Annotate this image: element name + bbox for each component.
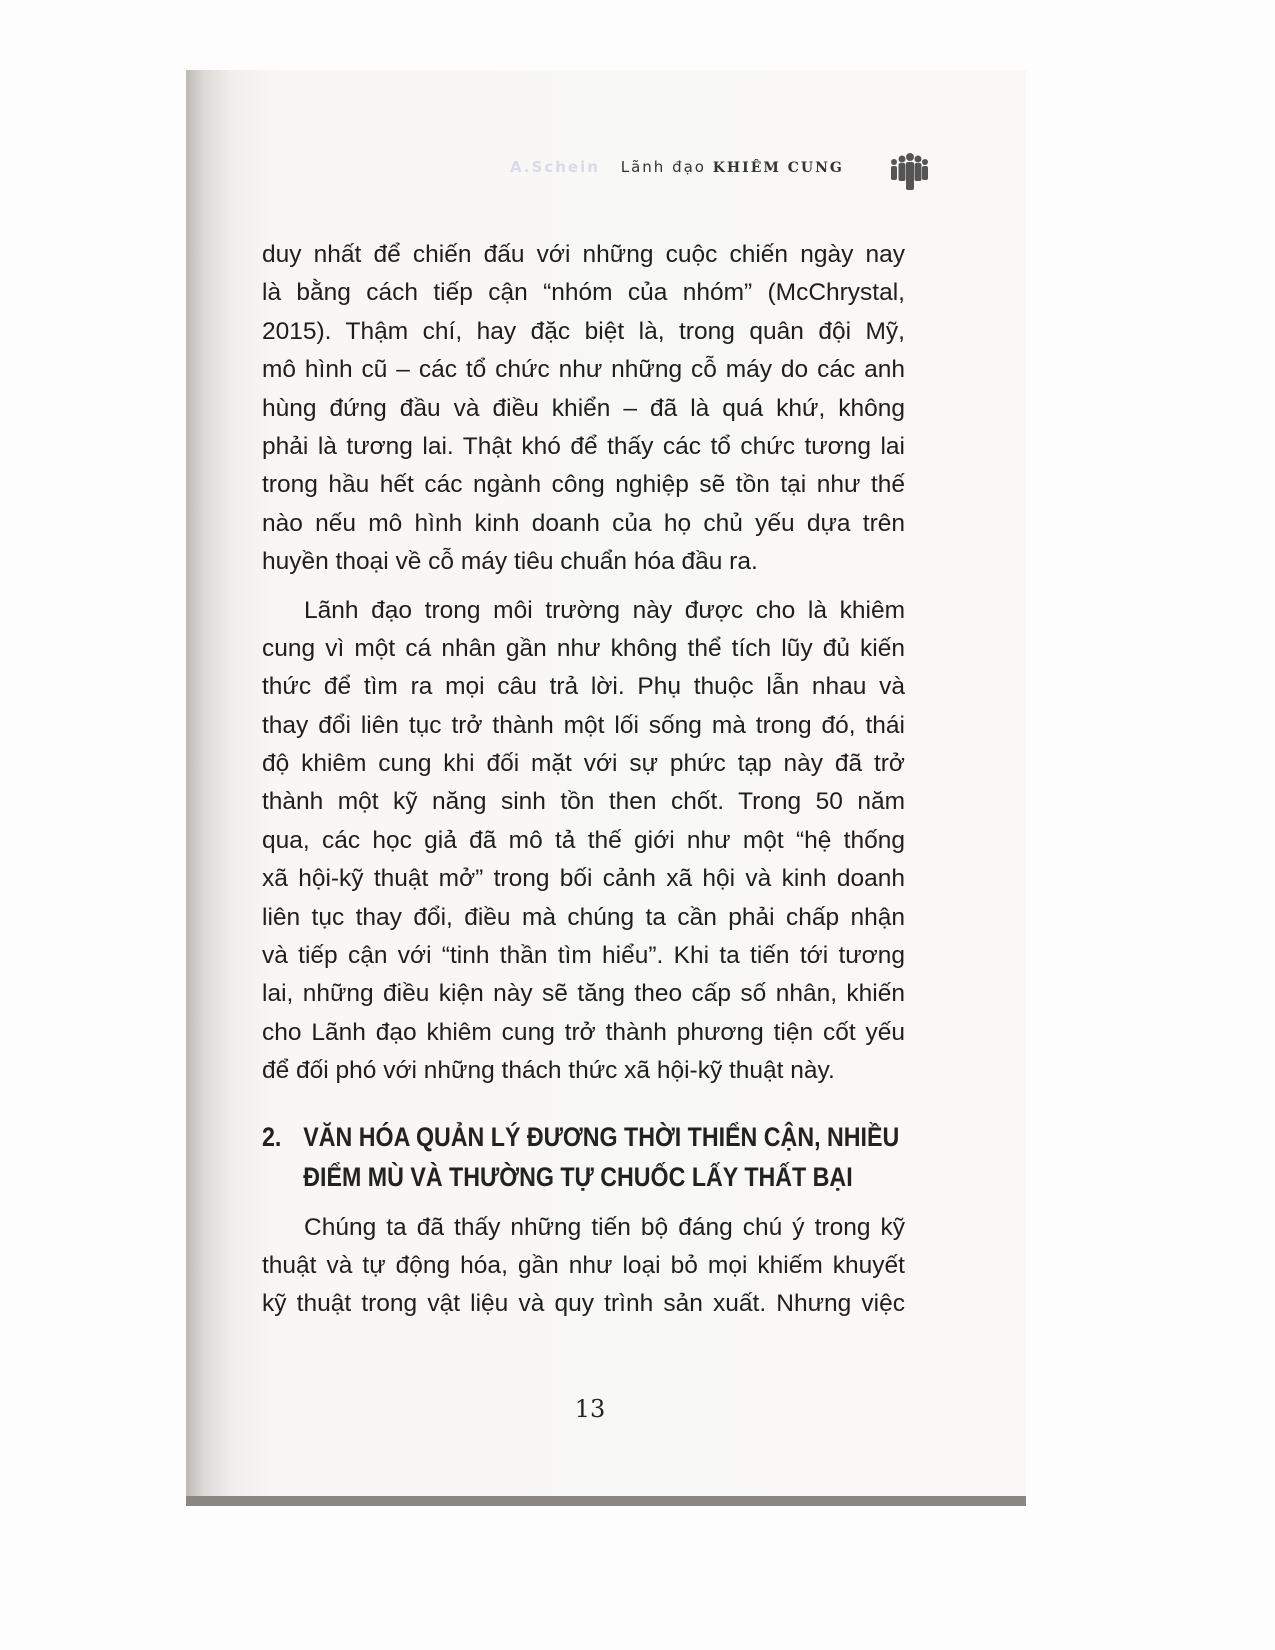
- text-line: cung vì một cá nhân gần như không thể tích lũy đủ kiến: [262, 634, 905, 662]
- header-title-prefix: Lãnh đạo: [620, 158, 706, 176]
- section-number: 2.: [262, 1121, 282, 1152]
- text-line: cho Lãnh đạo khiêm cung trở thành phương tiện cốt yếu: [262, 1018, 905, 1046]
- running-header: [510, 158, 844, 176]
- text-line: nào nếu mô hình kinh doanh của họ chủ yếu dựa trên: [262, 509, 905, 537]
- text-line: và tiếp cận với “tinh thần tìm hiểu”. Khi ta tiến tới tương: [262, 942, 905, 970]
- text-line: mô hình cũ – các tổ chức như những cỗ máy do các anh: [262, 356, 905, 384]
- paragraph-3: [262, 1209, 905, 1324]
- text-line: Chúng ta đã thấy những tiến bộ đáng chú ý trong kỹ: [304, 1213, 905, 1241]
- text-line: duy nhất để chiến đấu với những cuộc chiến ngày nay: [262, 241, 905, 268]
- text-line: kỹ thuật trong vật liệu và quy trình sản xuất. Nhưng việc: [262, 1290, 905, 1318]
- text-line: hùng đứng đầu và điều khiển – đã là quá khứ, không: [262, 394, 905, 422]
- text-line: liên tục thay đổi, điều mà chúng ta cần phải chấp nhận: [262, 903, 905, 931]
- text-line: là bằng cách tiếp cận “nhóm của nhóm” (McChrystal,: [262, 279, 905, 307]
- paragraph-1: [262, 236, 905, 582]
- text-line: lai, những điều kiện này sẽ tăng theo cấp số nhân, khiến: [262, 980, 905, 1008]
- section-title-line-2: ĐIỂM MÙ VÀ THƯỜNG TỰ CHUỐC LẤY THẤT BẠI: [303, 1161, 853, 1192]
- text-line: phải là tương lai. Thật khó để thấy các tổ chức tương lai: [262, 432, 905, 460]
- bleed-through-author: A.Schein: [510, 158, 600, 176]
- header-title-main: KHIÊM CUNG: [712, 160, 844, 176]
- text-line: thức để tìm ra mọi câu trả lời. Phụ thuộc lẫn nhau và: [262, 673, 905, 701]
- text-line: độ khiêm cung khi đối mặt với sự phức tạp này đã trở: [262, 750, 905, 778]
- body-text: [262, 236, 905, 1324]
- page-number: 13: [574, 1395, 606, 1423]
- text-line: huyền thoại về cỗ máy tiêu chuẩn hóa đầu ra.: [262, 548, 758, 576]
- text-line: 2015). Thậm chí, hay đặc biệt là, trong quân đội Mỹ,: [262, 317, 905, 345]
- text-line: thay đổi liên tục trở thành một lối sống mà trong đó, thái: [262, 711, 905, 739]
- people-group-icon: [886, 150, 930, 194]
- text-line: thành một kỹ năng sinh tồn then chốt. Trong 50 năm: [262, 788, 905, 816]
- text-line: xã hội-kỹ thuật mở” trong bối cảnh xã hội và kinh doanh: [262, 865, 905, 893]
- page-edge: [186, 1496, 1026, 1506]
- text-line: trong hầu hết các ngành công nghiệp sẽ tồn tại như thế: [262, 471, 905, 499]
- section-heading: [262, 1117, 905, 1197]
- text-line: qua, các học giả đã mô tả thế giới như một “hệ thống: [262, 826, 905, 854]
- text-line: thuật và tự động hóa, gần như loại bỏ mọi khiếm khuyết: [262, 1251, 905, 1279]
- text-line: Lãnh đạo trong môi trường này được cho là khiêm: [304, 596, 905, 624]
- paragraph-2: [262, 592, 905, 1091]
- section-title-line-1: VĂN HÓA QUẢN LÝ ĐƯƠNG THỜI THIỂN CẬN, NHIỀU: [303, 1121, 900, 1152]
- text-line: để đối phó với những thách thức xã hội-kỹ thuật này.: [262, 1057, 835, 1085]
